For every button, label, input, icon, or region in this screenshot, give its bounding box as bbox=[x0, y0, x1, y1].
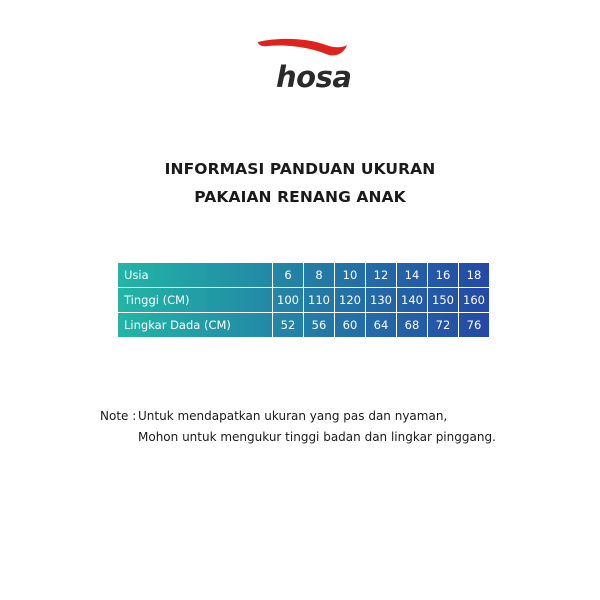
row-label: Tinggi (CM) bbox=[118, 288, 273, 313]
table-cell: 100 bbox=[273, 288, 304, 313]
size-chart-table bbox=[118, 263, 489, 337]
row-label: Lingkar Dada (CM) bbox=[118, 313, 273, 338]
note-line-1: Untuk mendapatkan ukuran yang pas dan nyaman, bbox=[138, 409, 448, 423]
table-cell: 140 bbox=[397, 288, 428, 313]
table-cell: 52 bbox=[273, 313, 304, 338]
table-cell: 14 bbox=[397, 263, 428, 288]
table-cell: 110 bbox=[304, 288, 335, 313]
table-cell: 68 bbox=[397, 313, 428, 338]
table-cell: 160 bbox=[459, 288, 490, 313]
note-line-2: Mohon untuk mengukur tinggi badan dan lingkar pinggang. bbox=[138, 430, 496, 444]
page-title-line2: PAKAIAN RENANG ANAK bbox=[194, 188, 406, 206]
page-title-line1: INFORMASI PANDUAN UKURAN bbox=[164, 160, 436, 178]
table-cell: 6 bbox=[273, 263, 304, 288]
table-cell: 18 bbox=[459, 263, 490, 288]
table-cell: 10 bbox=[335, 263, 366, 288]
table-cell: 76 bbox=[459, 313, 490, 338]
row-label: Usia bbox=[118, 263, 273, 288]
table-cell: 72 bbox=[428, 313, 459, 338]
brand-name: hosa bbox=[276, 60, 352, 94]
table-cell: 60 bbox=[335, 313, 366, 338]
table-cell: 64 bbox=[366, 313, 397, 338]
table-cell: 56 bbox=[304, 313, 335, 338]
note-label: Note : bbox=[100, 409, 137, 423]
table-row-tinggi bbox=[118, 288, 489, 313]
table-cell: 130 bbox=[366, 288, 397, 313]
table-row-usia bbox=[118, 263, 489, 288]
table-cell: 150 bbox=[428, 288, 459, 313]
table-cell: 16 bbox=[428, 263, 459, 288]
table-cell: 120 bbox=[335, 288, 366, 313]
swoosh-icon bbox=[256, 36, 348, 62]
table-cell: 8 bbox=[304, 263, 335, 288]
table-row-lingkar-dada bbox=[118, 313, 489, 338]
brand-logo bbox=[250, 36, 350, 96]
table-cell: 12 bbox=[366, 263, 397, 288]
